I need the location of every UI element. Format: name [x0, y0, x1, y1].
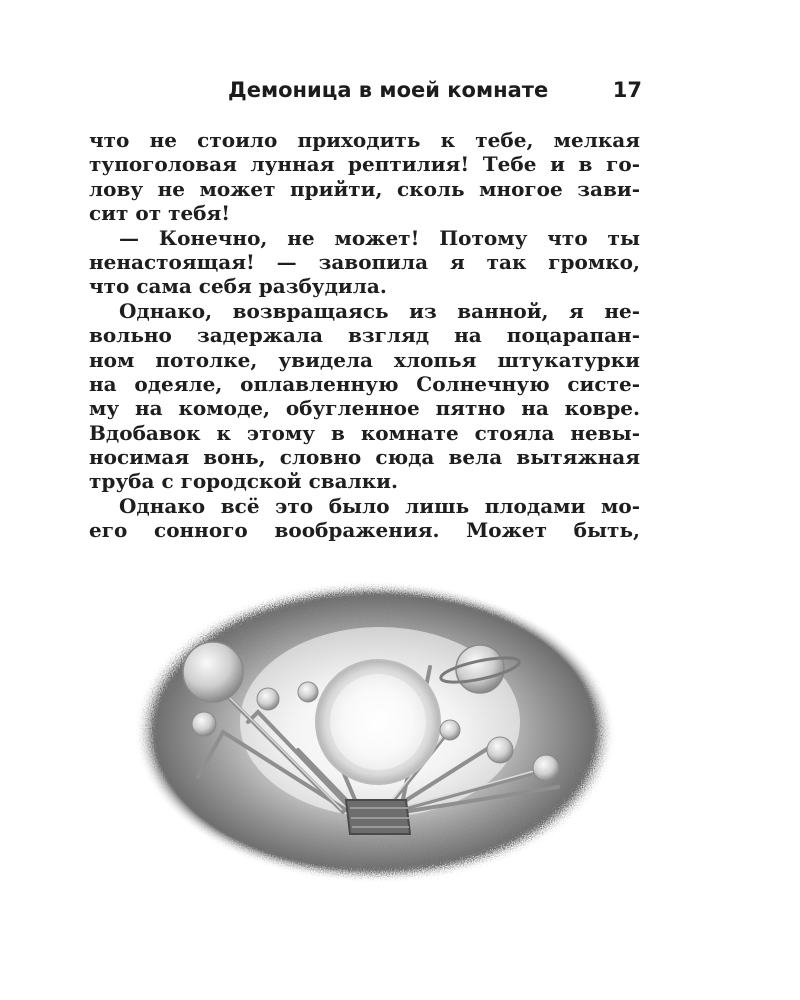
text-line: ненастоящая! — завопила я так громко, — [89, 249, 640, 274]
planet-right-3 — [440, 720, 460, 740]
planet-right-2 — [533, 755, 559, 781]
text-line: труба с городской свалки. — [89, 469, 398, 494]
text-line: Однако всё это было лишь плодами мо- — [119, 493, 640, 518]
planet-tiny — [298, 682, 318, 702]
page-number: 17 — [612, 78, 642, 102]
running-head — [228, 78, 642, 106]
text-line: носимая вонь, словно сюда вела вытяжная — [89, 445, 640, 470]
text-line: Однако, возвращаясь из ванной, я не- — [119, 298, 640, 323]
planet-right-1 — [487, 737, 513, 763]
text-line: на одеяле, оплавленную Солнечную систе- — [89, 371, 640, 396]
solar-system-illustration — [118, 572, 632, 882]
chapter-title: Демоница в моей комнате — [228, 78, 549, 102]
planet-ringed — [456, 645, 504, 693]
text-line: сит от тебя! — [89, 201, 231, 226]
planet-large-left — [183, 642, 243, 702]
planet-small-left — [192, 712, 216, 736]
text-line: лову не может прийти, сколь многое зави- — [89, 176, 640, 201]
text-line: — Конечно, не может! Потому что ты — [119, 225, 640, 250]
solar-system-drawing — [118, 572, 632, 882]
text-line: тупоголовая лунная рептилия! Тебе и в го- — [89, 152, 640, 177]
text-line: вольно задержала взгляд на поцарапан- — [89, 323, 640, 348]
text-line: Вдобавок к этому в комнате стояла невы- — [89, 420, 640, 445]
text-line: му на комоде, обугленное пятно на ковре. — [89, 396, 640, 421]
body-text — [89, 128, 640, 543]
text-line: его сонного воображения. Может быть, — [89, 518, 640, 543]
text-line: ном потолке, увидела хлопья штукатурки — [89, 347, 640, 372]
text-line: что не стоило приходить к тебе, мелкая — [89, 128, 640, 152]
text-line: что сама себя разбудила. — [89, 274, 387, 299]
planet-mid-left — [257, 688, 279, 710]
